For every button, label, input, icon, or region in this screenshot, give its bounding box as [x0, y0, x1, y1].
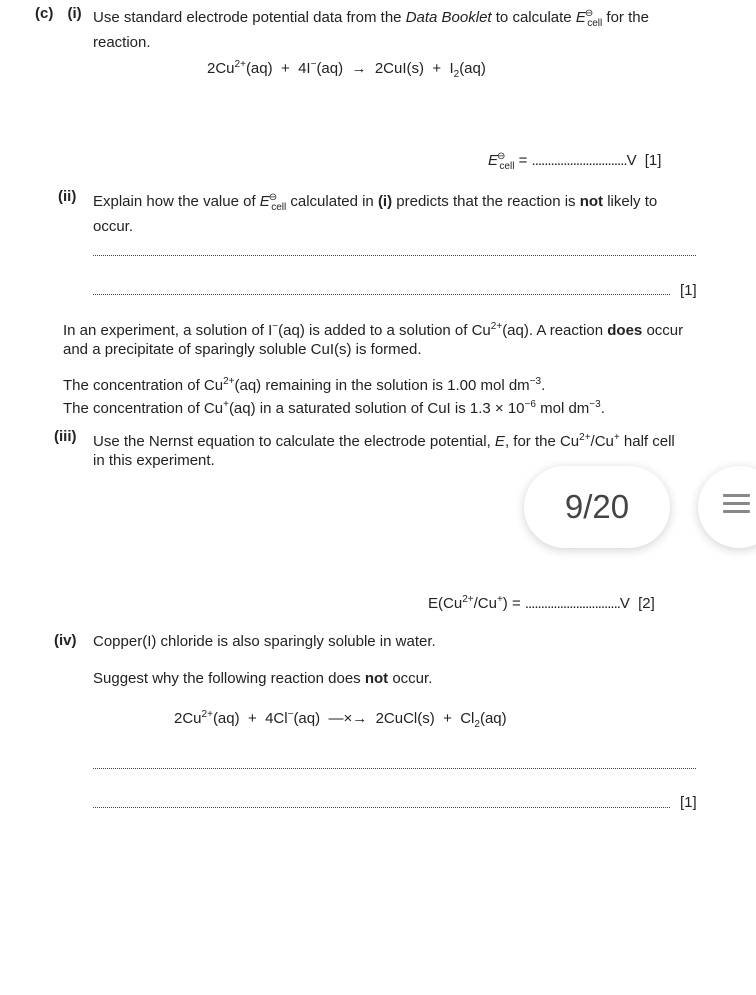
part-ii-label: (ii) [58, 188, 77, 205]
question-c-i-text: Use standard electrode potential data from the Data Booklet to calculate $E^⊖_{cell}$ for the reaction. [93, 8, 649, 51]
concentration-paragraph: The concentration of $Cu^{2+}(aq)$ remaining in the solution is 1.00 mol $dm^{-3}$. The concentration of Cu+(aq) in a saturated solution of CuI is $1.3 \times 10^{-6}$ mol $dm^{-3}$. [63, 376, 605, 417]
part-iii-label: (iii) [54, 428, 77, 445]
answer-line-ii-1[interactable] [93, 255, 696, 256]
answer-line-iii[interactable]: $E(Cu^{2+}/Cu^+) = ..............................V$ [2] [428, 594, 655, 612]
reaction-equation-2: $2Cu^{2+}(aq) + 4Cl^-(aq)$ —×→ 2CuCl(s) + $Cl_2(aq)$ [174, 709, 507, 730]
crossed-arrow-icon: —×→ [328, 710, 368, 727]
question-c-iv-text: Copper(I) chloride is also sparingly soluble in water. [93, 633, 436, 650]
question-c-iii-text: Use the Nernst equation to calculate the electrode potential, E, for the $Cu^{2+}/Cu^+$ half cell in this experiment. [93, 432, 675, 469]
part-c-label: (c) [35, 5, 54, 22]
page-indicator[interactable] [524, 466, 670, 548]
question-c-ii-text: Explain how the value of $E^⊖_{cell}$ calculated in (i) predicts that the reaction is not likely to occur. [93, 192, 658, 235]
question-c-iv-suggest: Suggest why the following reaction does not occur. [93, 670, 433, 687]
part-i-label: (i) [67, 5, 82, 22]
marks-c-ii: [1] [680, 282, 697, 299]
answer-line-ii-2[interactable] [93, 294, 670, 295]
reaction-equation-1: $2Cu^{2+}(aq) + 4I^-(aq) \to 2CuI(s) + I_2(aq)$ [207, 59, 486, 80]
arrow-icon: → [351, 60, 367, 77]
marks-c-iii: [2] [638, 595, 655, 612]
answer-line-iv-2[interactable] [93, 807, 670, 808]
answer-line-ecell[interactable]: $E^⊖_{cell} = ..............................V$ [1] [488, 151, 662, 172]
menu-button[interactable] [698, 466, 756, 548]
marks-c-iv: [1] [680, 794, 697, 811]
experiment-paragraph: In an experiment, a solution of I−(aq) is added to a solution of $Cu^{2+}(aq)$. A reaction does occur and a precipitate of sparingly soluble CuI(s) is formed. [63, 321, 684, 358]
answer-line-iv-1[interactable] [93, 768, 696, 769]
part-iv-label: (iv) [54, 632, 77, 649]
marks-c-i: [1] [644, 152, 662, 169]
page-indicator-label: 9/20 [564, 488, 630, 525]
